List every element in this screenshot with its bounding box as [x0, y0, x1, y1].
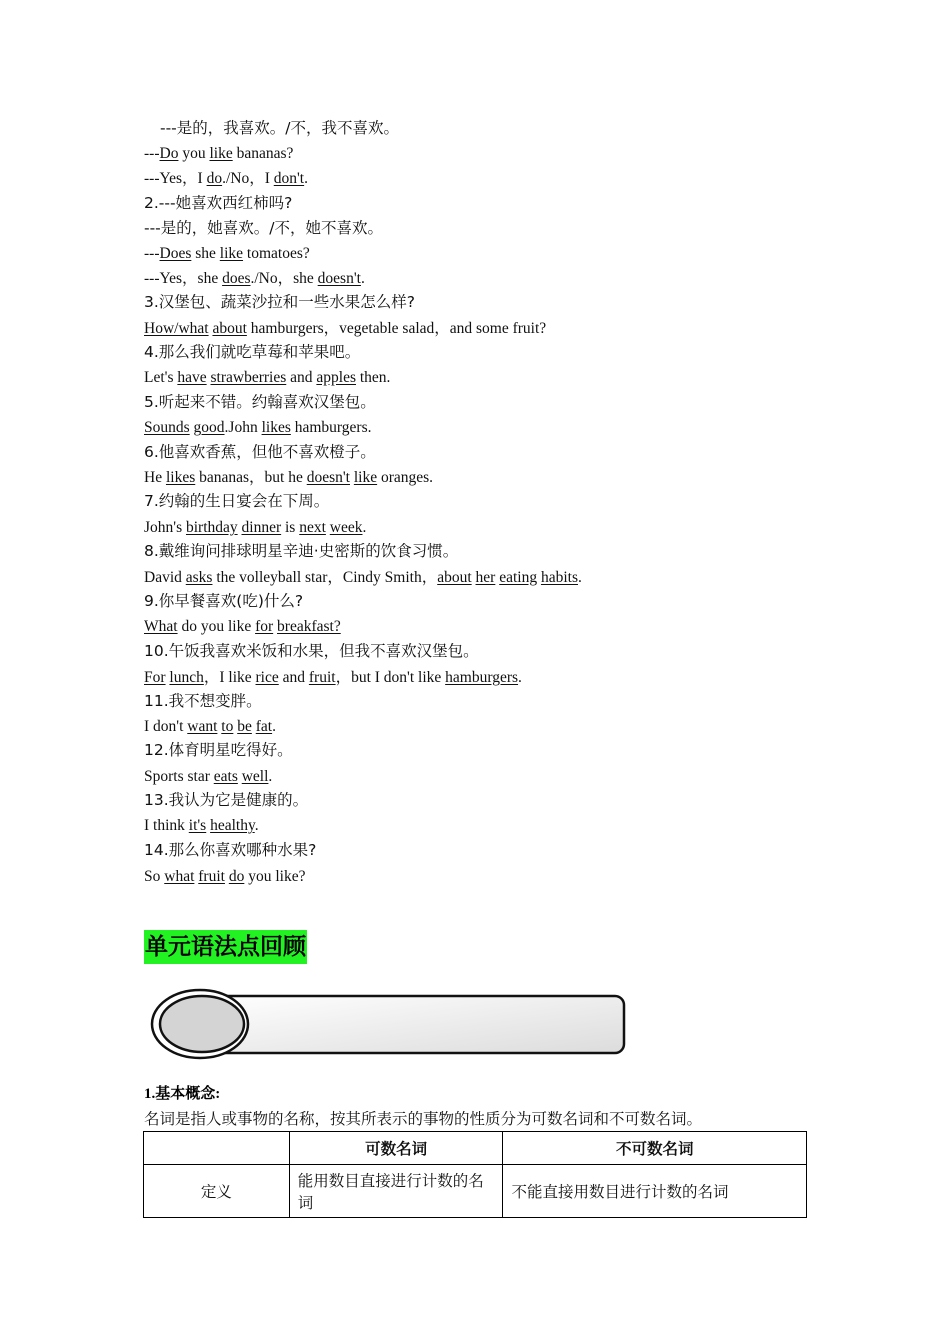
text-line [144, 813, 259, 838]
text-line [144, 838, 316, 863]
answer-blank: want [187, 718, 218, 735]
line-text: ---Yes，she [144, 270, 223, 287]
line-text: 14.那么你喜欢哪种水果? [144, 841, 317, 859]
answer-blank: likes [165, 469, 196, 486]
line-text: tomatoes? [243, 245, 310, 262]
text-line [144, 864, 305, 889]
line-text: ./No，she [250, 270, 318, 287]
noun-table [143, 1131, 807, 1218]
text-line [144, 340, 360, 365]
line-text: He [144, 469, 166, 486]
answer-blank: like [209, 145, 233, 162]
answer-blank: likes [261, 419, 291, 436]
line-text: then. [356, 369, 391, 386]
text-line [144, 665, 522, 690]
answer-blank: healthy [210, 817, 255, 834]
text-line [144, 489, 329, 514]
banner-oval-inner [160, 996, 244, 1052]
line-text: 3.汉堡包、蔬菜沙拉和一些水果怎么样? [144, 293, 416, 311]
line-text: 6.他喜欢香蕉，但他不喜欢橙子。 [144, 443, 376, 461]
section-heading: 单元语法点回顾 [144, 930, 307, 964]
text-line [144, 216, 383, 241]
text-line [144, 515, 366, 540]
line-text: is [281, 519, 300, 536]
text-line [144, 141, 293, 166]
line-text: ---Yes，I [144, 170, 207, 187]
text-line [144, 589, 303, 614]
answer-blank: lunch [169, 669, 204, 686]
answer-blank: don't [273, 170, 305, 187]
answer-blank: asks [185, 569, 213, 586]
answer-blank: eats [213, 768, 238, 785]
line-text: . [577, 569, 582, 586]
line-text: .John [224, 419, 262, 436]
answer-blank: dinner [241, 519, 282, 536]
section-banner [150, 988, 628, 1060]
intro-text: 名词是指人或事物的名称，按其所表示的事物的性质分为可数名词和不可数名词。 [144, 1110, 703, 1128]
text-line [160, 116, 399, 141]
line-text: --- [144, 245, 160, 262]
answer-blank: about [212, 320, 247, 337]
text-line [144, 290, 415, 315]
answer-blank: Do [159, 145, 179, 162]
answer-blank: doesn't [306, 469, 350, 486]
line-text: I think [144, 817, 189, 834]
answer-blank: For [144, 669, 166, 686]
answer-blank: habits [540, 569, 578, 586]
text-line [144, 714, 276, 739]
line-text: and [286, 369, 317, 386]
line-text: the volleyball star，Cindy Smith， [212, 569, 438, 586]
text-line [144, 440, 376, 465]
answer-blank: for [255, 618, 274, 635]
text-line [144, 639, 479, 664]
line-text: 5.听起来不错。约翰喜欢汉堡包。 [144, 393, 376, 411]
line-text: ，I like [203, 669, 256, 686]
table-header-uncountable: 不可数名词 [503, 1132, 807, 1165]
line-text: 2.---她喜欢西红柿吗? [144, 194, 293, 212]
text-line [144, 241, 310, 266]
answer-blank: Sounds [144, 419, 190, 436]
answer-blank: strawberries [210, 369, 287, 386]
answer-blank: What [144, 618, 178, 635]
text-line [144, 788, 308, 813]
answer-blank: does [222, 270, 251, 287]
line-text: 12.体育明星吃得好。 [144, 741, 293, 759]
answer-blank: How/what [144, 320, 209, 337]
line-text: . [360, 270, 365, 287]
line-text: 4.那么我们就吃草莓和苹果吧。 [144, 343, 361, 361]
line-text: she [191, 245, 220, 262]
line-text: 13.我认为它是健康的。 [144, 791, 309, 809]
answer-blank: to [221, 718, 234, 735]
line-text: oranges. [377, 469, 434, 486]
line-text: I don't [144, 718, 188, 735]
answer-blank: do [206, 170, 223, 187]
answer-blank: week [329, 519, 363, 536]
line-text: you [178, 145, 210, 162]
line-text: bananas? [232, 145, 294, 162]
line-text: and [278, 669, 309, 686]
line-text: . [268, 768, 273, 785]
text-line [144, 266, 365, 291]
answer-blank: rice [255, 669, 279, 686]
answer-blank: well [241, 768, 269, 785]
countable-definition: 能用数目直接进行计数的名词 [289, 1165, 503, 1218]
uncountable-definition: 不能直接用数目进行计数的名词 [503, 1165, 807, 1218]
line-text: . [254, 817, 259, 834]
row-label: 定义 [144, 1165, 290, 1218]
line-text: Let's [144, 369, 178, 386]
text-line [144, 415, 372, 440]
answer-blank: like [353, 469, 378, 486]
answer-blank: apples [316, 369, 356, 386]
text-line [144, 689, 262, 714]
line-text: ---是的，我喜欢。/不，我不喜欢。 [160, 119, 400, 137]
line-text: David [144, 569, 186, 586]
answer-blank: eating [499, 569, 538, 586]
answer-blank: like [219, 245, 244, 262]
answer-blank: fruit [198, 868, 225, 885]
line-text: ，but I don't like [335, 669, 446, 686]
answer-blank: be [237, 718, 252, 735]
line-text: bananas，but he [195, 469, 307, 486]
line-text: 7.约翰的生日宴会在下周。 [144, 492, 330, 510]
answer-blank: about [437, 569, 472, 586]
line-text: John's [144, 519, 186, 536]
line-text: do you like [177, 618, 256, 635]
answer-blank: what [164, 868, 195, 885]
answer-blank: have [177, 369, 207, 386]
text-line [144, 365, 390, 390]
answer-blank: her [475, 569, 496, 586]
table-header-blank [144, 1132, 290, 1165]
banner-bar [200, 996, 624, 1053]
answer-blank: fruit [308, 669, 336, 686]
answer-blank: next [299, 519, 326, 536]
answer-blank: it's [188, 817, 207, 834]
line-text: . [362, 519, 367, 536]
text-line [144, 191, 292, 216]
answer-blank: do [228, 868, 245, 885]
answer-blank: birthday [185, 519, 238, 536]
text-line [144, 390, 376, 415]
line-text: . [304, 170, 308, 187]
answer-blank: Does [159, 245, 192, 262]
answer-blank: hamburgers [445, 669, 519, 686]
line-text: Sports star [144, 768, 214, 785]
text-line [144, 614, 341, 639]
subheading: 1.基本概念: [144, 1086, 221, 1102]
line-text: 11.我不想变胖。 [144, 692, 262, 710]
answer-blank: good [193, 419, 225, 436]
line-text: hamburgers. [290, 419, 372, 436]
table-header-row [144, 1132, 807, 1165]
text-line [144, 166, 308, 191]
line-text: hamburgers，vegetable salad，and some fruit? [246, 320, 547, 337]
table-row [144, 1165, 807, 1218]
line-text: So [144, 868, 165, 885]
text-line [144, 465, 433, 490]
line-text: ./No，I [222, 170, 274, 187]
line-text: you like? [244, 868, 306, 885]
text-line [144, 764, 272, 789]
line-text: . [518, 669, 522, 686]
answer-blank: fat [255, 718, 273, 735]
line-text: . [272, 718, 276, 735]
answer-blank: breakfast? [277, 618, 341, 635]
text-line [144, 316, 546, 341]
line-text: 9.你早餐喜欢(吃)什么? [144, 592, 304, 610]
line-text: 8.戴维询问排球明星辛迪·史密斯的饮食习惯。 [144, 542, 459, 560]
answer-blank: doesn't [317, 270, 361, 287]
table-header-countable: 可数名词 [289, 1132, 503, 1165]
line-text: 10.午饭我喜欢米饭和水果，但我不喜欢汉堡包。 [144, 642, 479, 660]
text-line [144, 738, 293, 763]
text-line [144, 539, 458, 564]
text-line [144, 565, 582, 590]
line-text: --- [144, 145, 160, 162]
line-text: ---是的，她喜欢。/不，她不喜欢。 [144, 219, 384, 237]
